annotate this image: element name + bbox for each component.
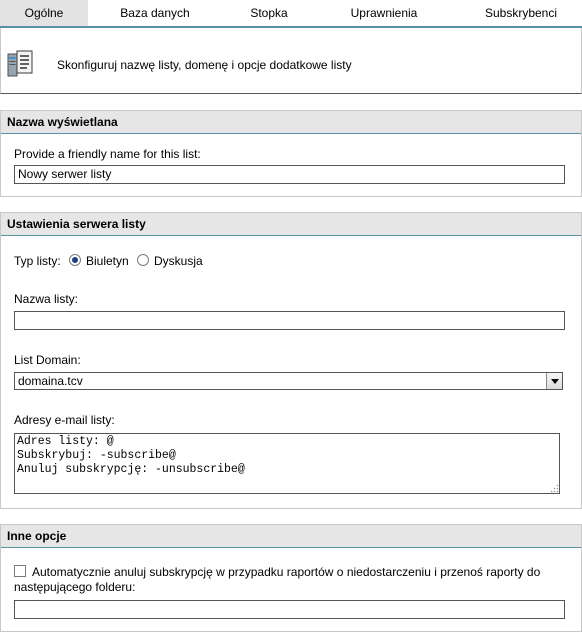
list-domain-select[interactable] [14, 372, 563, 390]
radio-discussion-label: Dyskusja [154, 254, 203, 268]
display-name-input[interactable]: Nowy serwer listy [14, 165, 565, 184]
ndr-folder-input[interactable] [14, 600, 565, 619]
list-domain-label: List Domain: [14, 353, 81, 367]
tab-bar [0, 0, 582, 28]
section-title-other-options: Inne opcje [1, 525, 581, 548]
list-emails-label: Adresy e-mail listy: [14, 413, 115, 427]
display-name-prompt: Provide a friendly name for this list: [14, 147, 201, 161]
section-title-list-server: Ustawienia serwera listy [1, 213, 581, 236]
page-description: Skonfiguruj nazwę listy, domenę i opcje dodatkowe listy [57, 58, 352, 72]
tab-permissions[interactable]: Uprawnienia [350, 6, 418, 20]
page-header [0, 28, 582, 94]
list-type-label: Typ listy: [14, 254, 61, 268]
resize-grip-icon[interactable] [550, 484, 559, 493]
section-title-display-name: Nazwa wyświetlana [1, 111, 581, 134]
tab-subscribers[interactable]: Subskrybenci [484, 6, 558, 20]
list-name-label: Nazwa listy: [14, 292, 79, 306]
auto-unsubscribe-label-line2: następującego folderu: [14, 580, 136, 594]
list-server-section [0, 212, 582, 509]
tab-footer[interactable]: Stopka [250, 6, 288, 20]
auto-unsubscribe-label: Automatycznie anuluj subskrypcję w przypadku raportów o niedostarczeniu i przenoś raporty do [32, 565, 541, 579]
list-server-icon [7, 48, 37, 80]
radio-newsletter[interactable] [69, 254, 81, 266]
auto-unsubscribe-checkbox[interactable] [14, 565, 26, 577]
radio-newsletter-label: Biuletyn [86, 254, 129, 268]
tab-database[interactable]: Baza danych [120, 6, 190, 20]
radio-discussion[interactable] [137, 254, 149, 266]
list-domain-value: domaina.tcv [18, 374, 83, 388]
display-name-section [0, 110, 582, 197]
list-name-input[interactable] [14, 311, 565, 330]
chevron-down-icon[interactable] [546, 373, 562, 389]
other-options-section [0, 524, 582, 632]
tab-general[interactable]: Ogólne [0, 0, 88, 26]
list-emails-textarea[interactable]: Adres listy: @ Subskrybuj: -subscribe@ Anuluj subskrypcję: -unsubscribe@ [14, 433, 560, 494]
